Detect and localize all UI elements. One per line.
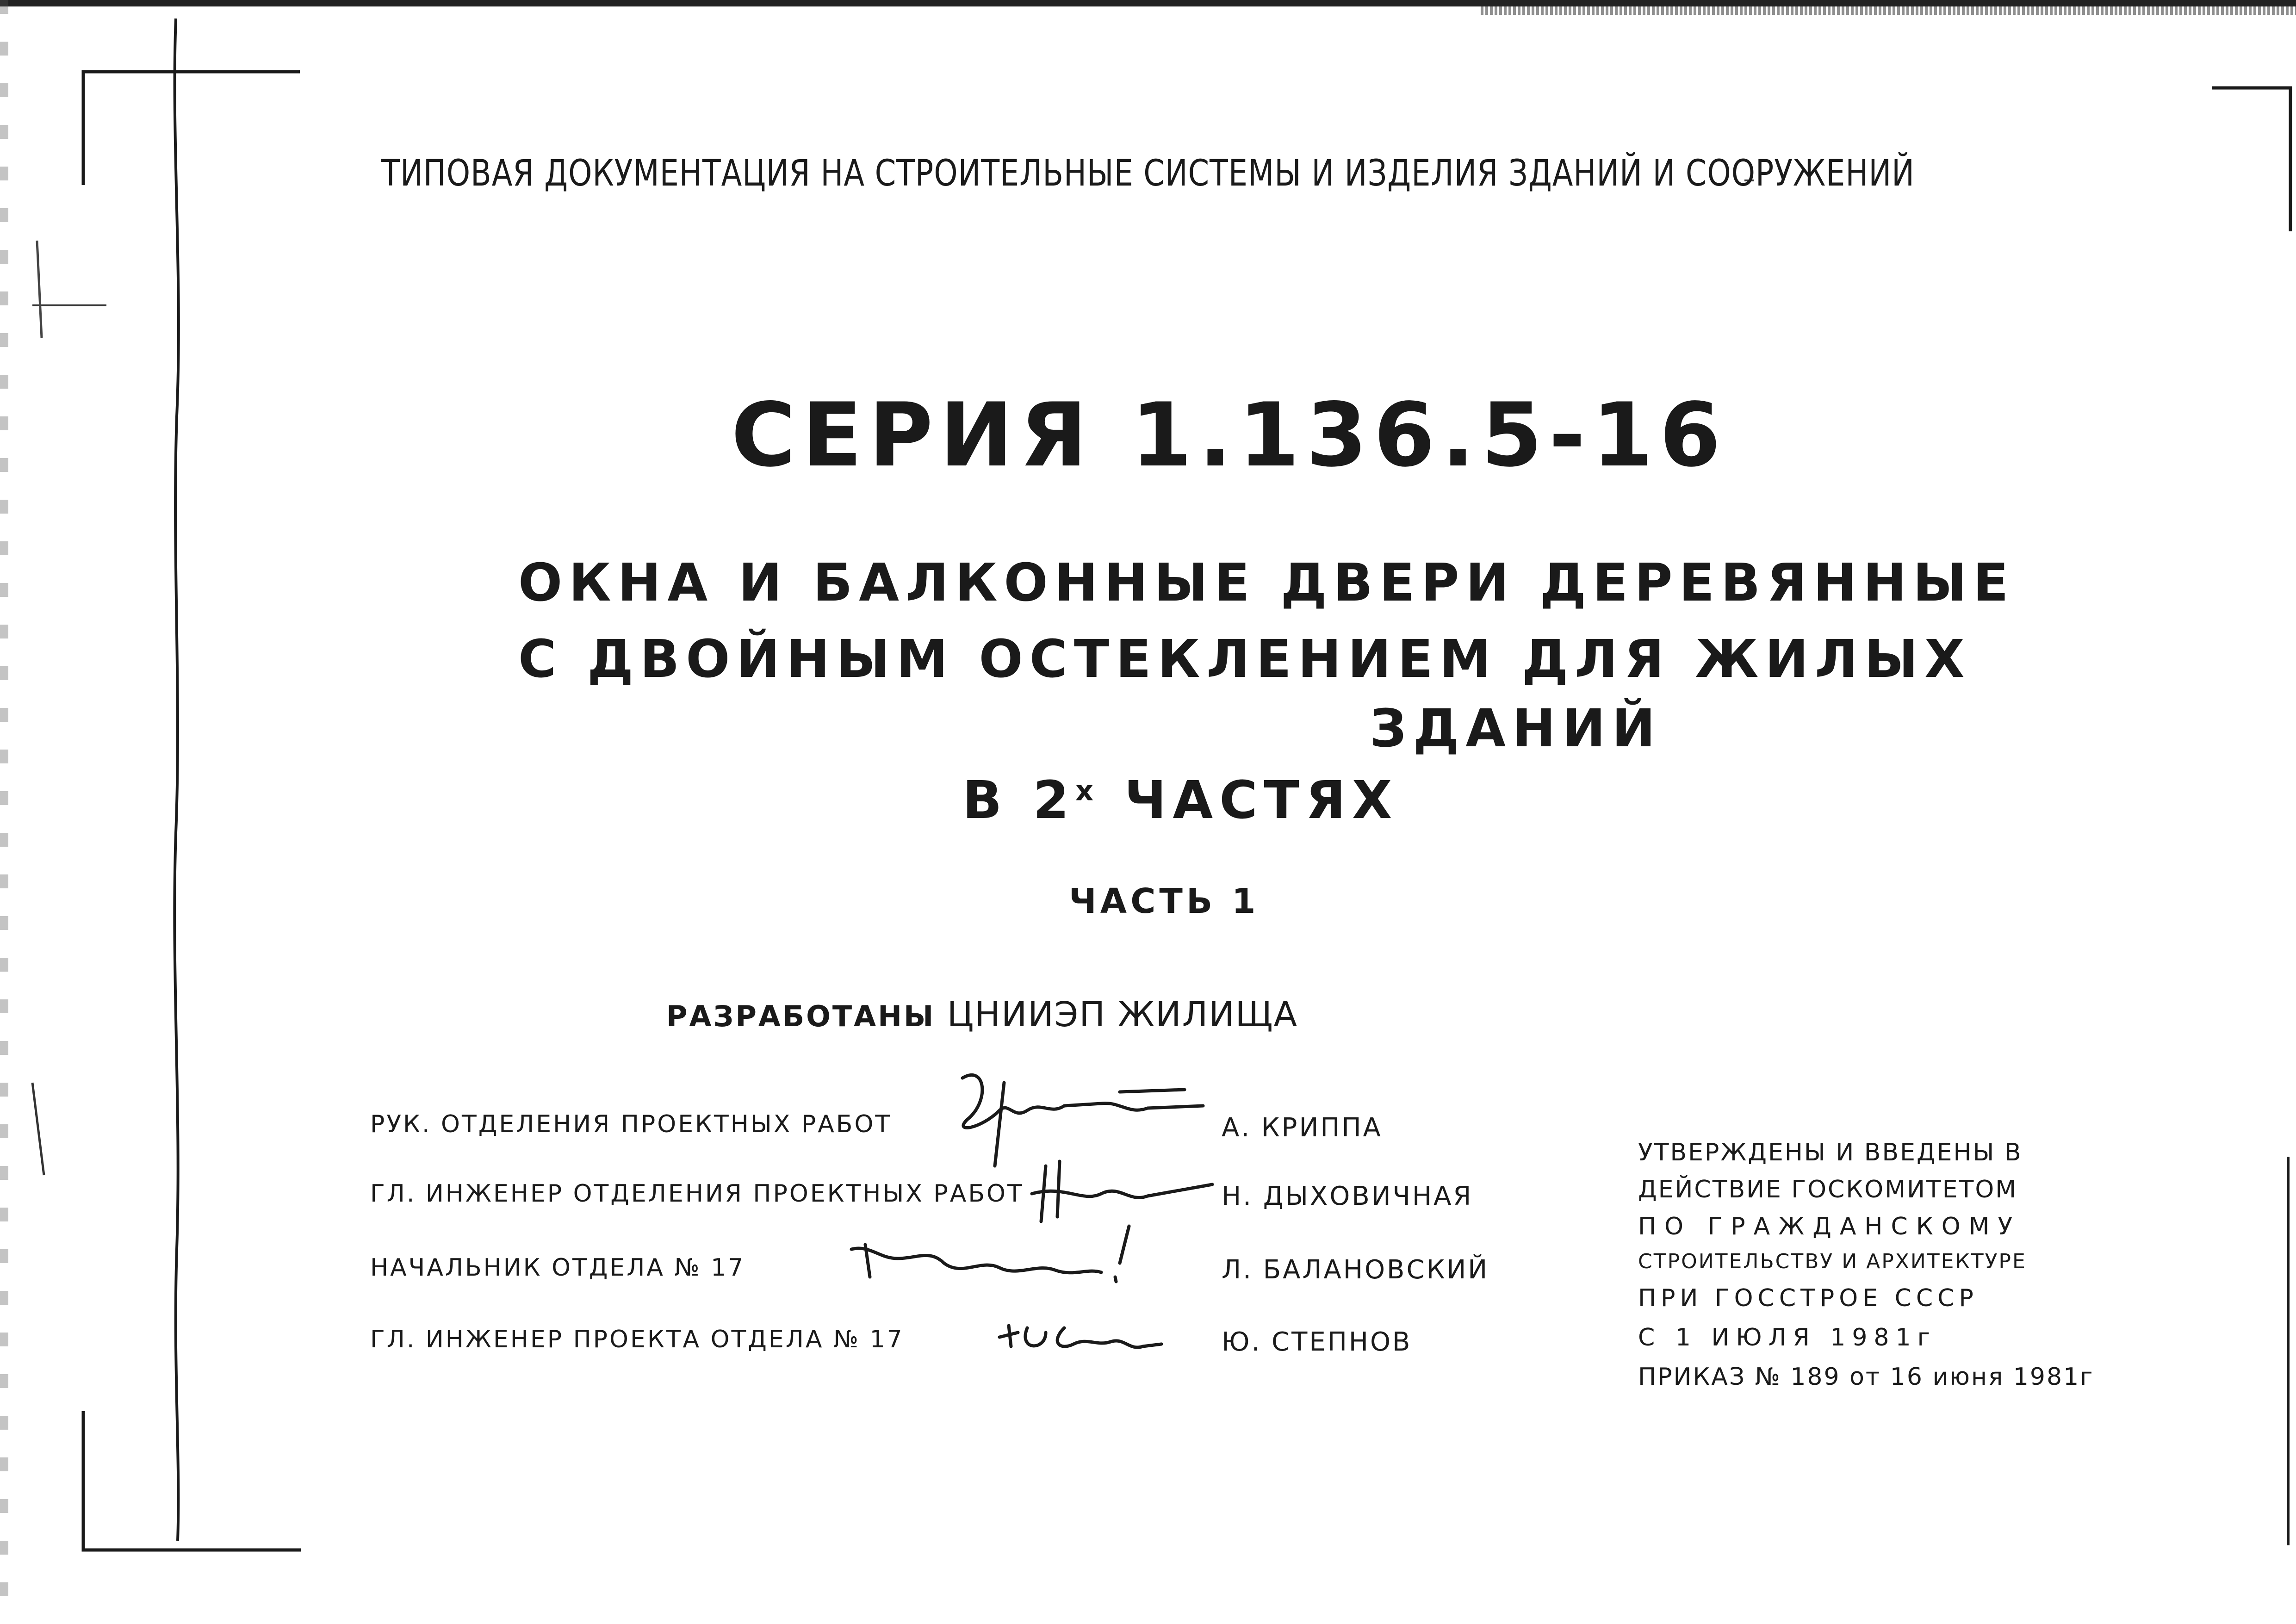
developer-organization: ЦНИИЭП ЖИЛИЩА [947, 995, 1298, 1035]
approval-line-3: ПО ГРАЖДАНСКОМУ [1638, 1213, 2021, 1240]
approval-line-5: ПРИ ГОССТРОЕ СССР [1638, 1284, 1978, 1312]
approval-line-7: ПРИКАЗ № 189 от 16 июня 1981г [1638, 1363, 2094, 1391]
title-line-2: С ДВОЙНЫМ ОСТЕКЛЕНИЕМ ДЛЯ ЖИЛЫХ [518, 629, 1971, 689]
parts-suffix: ЧАСТЯХ [1124, 770, 1399, 831]
approval-line-1: УТВЕРЖДЕНЫ И ВВЕДЕНЫ В [1638, 1139, 2023, 1166]
signature-2 [1032, 1161, 1212, 1221]
part-number: ЧАСТЬ 1 [1069, 881, 1260, 921]
signatory-role-4: ГЛ. ИНЖЕНЕР ПРОЕКТА ОТДЕЛА № 17 [370, 1326, 904, 1353]
approval-line-4: СТРОИТЕЛЬСТВУ И АРХИТЕКТУРЕ [1638, 1250, 2027, 1273]
title-line-1: ОКНА И БАЛКОННЫЕ ДВЕРИ ДЕРЕВЯННЫЕ [518, 553, 2015, 613]
signature-3 [851, 1245, 1101, 1277]
signature-4 [999, 1326, 1161, 1347]
signatory-role-2: ГЛ. ИНЖЕНЕР ОТДЕЛЕНИЯ ПРОЕКТНЫХ РАБОТ [370, 1180, 1024, 1208]
signatory-name-3: Л. БАЛАНОВСКИЙ [1222, 1255, 1489, 1285]
signatory-role-3: НАЧАЛЬНИК ОТДЕЛА № 17 [370, 1254, 745, 1282]
series-number: СЕРИЯ 1.136.5-16 [731, 384, 1727, 486]
signatory-role-1: РУК. ОТДЕЛЕНИЯ ПРОЕКТНЫХ РАБОТ [370, 1110, 892, 1138]
parts-prefix: В 2 [962, 770, 1076, 831]
developed-label: РАЗРАБОТАНЫ [666, 999, 936, 1033]
signatory-name-4: Ю. СТЕПНОВ [1222, 1327, 1412, 1357]
signatory-name-2: Н. ДЫХОВИЧНАЯ [1222, 1181, 1473, 1211]
signatory-name-1: А. КРИППА [1222, 1113, 1383, 1143]
parts-superscript: х [1075, 775, 1100, 807]
approval-line-6: С 1 ИЮЛЯ 1981г [1638, 1324, 1936, 1351]
approval-line-2: ДЕЙСТВИЕ ГОСКОМИТЕТОМ [1638, 1176, 2018, 1203]
title-line-3: ЗДАНИЙ [1370, 699, 1662, 759]
document-header: ТИПОВАЯ ДОКУМЕНТАЦИЯ НА СТРОИТЕЛЬНЫЕ СИСТЕМЫ И ИЗДЕЛИЯ ЗДАНИЙ И СООРУЖЕНИЙ [381, 153, 1915, 194]
